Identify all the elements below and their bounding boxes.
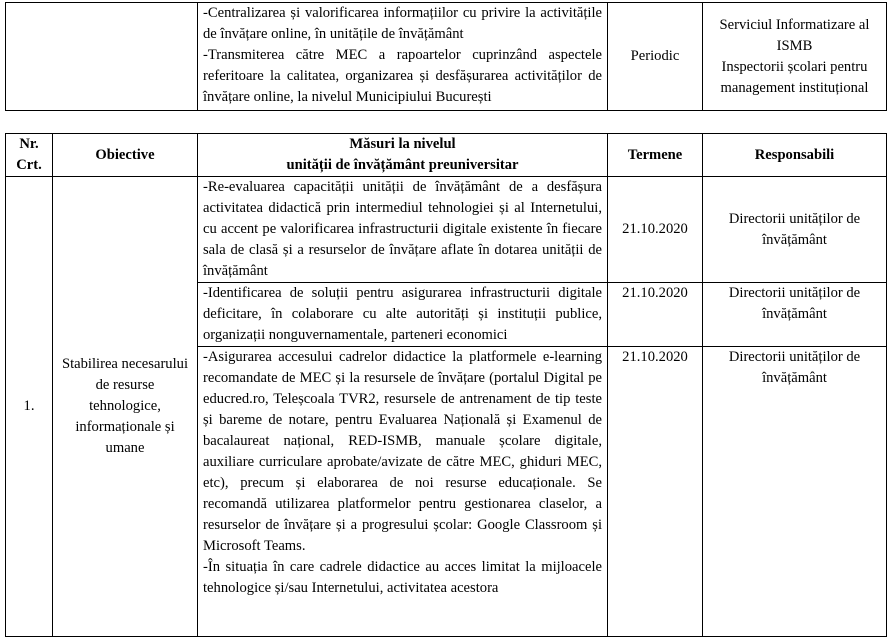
main-table [5, 133, 887, 637]
header-nr: Nr. Crt. [6, 134, 53, 177]
responsible-cell: Directorii unităților de învățământ [703, 177, 887, 283]
measure-cell: -Identificarea de soluții pentru asigurarea infrastructurii digitale deficitare, în colaborare cu alte autorități și instituții publice, organizații nonguvernamentale, parteneri economici [198, 283, 608, 347]
top-measures-cell [198, 3, 608, 111]
measure-cell [198, 347, 608, 637]
responsible-text: Serviciul Informatizare al ISMB [719, 16, 870, 54]
header-row [6, 134, 887, 177]
term-cell: 21.10.2020 [608, 283, 703, 347]
header-measures: Măsuri la nivelul unității de învățământ preuniversitar [198, 134, 608, 177]
responsible-cell: Directorii unităților de învățământ [703, 283, 887, 347]
term-cell: 21.10.2020 [608, 177, 703, 283]
measure-text: -În situația în care cadrele didactice au acces limitat la mijloacele tehnologice și/sau Internetului, activitatea acestora [203, 559, 602, 596]
row-number: 1. [6, 177, 53, 637]
header-responsible: Responsabili [703, 134, 887, 177]
measure-text: -Transmiterea către MEC a rapoartelor cuprinzând aspectele referitoare la calitatea, organizarea și desfășurarea activităților de învățare online, la nivelul Municipiului București [203, 47, 602, 105]
objective-cell: Stabilirea necesarului de resurse tehnologice, informaționale și umane [53, 177, 198, 637]
term-cell: 21.10.2020 [608, 347, 703, 637]
header-terms: Termene [608, 134, 703, 177]
top-term-cell: Periodic [608, 3, 703, 111]
top-responsible-cell [703, 3, 887, 111]
table-row [6, 3, 887, 111]
measure-text: -Centralizarea și valorificarea informațiilor cu privire la activitățile de învățare online, în unitățile de învățământ [203, 5, 602, 42]
top-empty-cell [6, 3, 198, 111]
measure-text: -Asigurarea accesului cadrelor didactice la platformele e-learning recomandate de MEC și la resursele de învățare (portalul Digital pe educred.ro, Teleșcoala TVR2, resursele de antrenament de tip teste și bareme de notare, pentru Evaluarea Națională și Examenul de bacalaureat național, RED-ISMB, manuale școlare digitale, auxiliare curriculare aprobate/avizate de către MEC, ghiduri MEC, etc), precum și elaborarea de noi resurse educaționale. Se recomandă utilizarea platformelor pentru gestionarea claselor, a resurselor de învățare și a progresului școlar: Google Classroom și Microsoft Teams. [203, 349, 602, 554]
measure-cell: -Re-evaluarea capacității unității de învățământ de a desfășura activitatea didactică prin intermediul tehnologiei și al Internetului, cu accent pe valorificarea infrastructurii digitale existente în fiecare sala de clasă și a resurselor de învățare aflate în dotarea unității de învățământ [198, 177, 608, 283]
top-table [5, 2, 887, 111]
responsible-cell: Directorii unităților de învățământ [703, 347, 887, 637]
table-row [6, 177, 887, 283]
header-objectives: Obiective [53, 134, 198, 177]
responsible-text: Inspectorii școlari pentru management instituțional [720, 58, 869, 96]
